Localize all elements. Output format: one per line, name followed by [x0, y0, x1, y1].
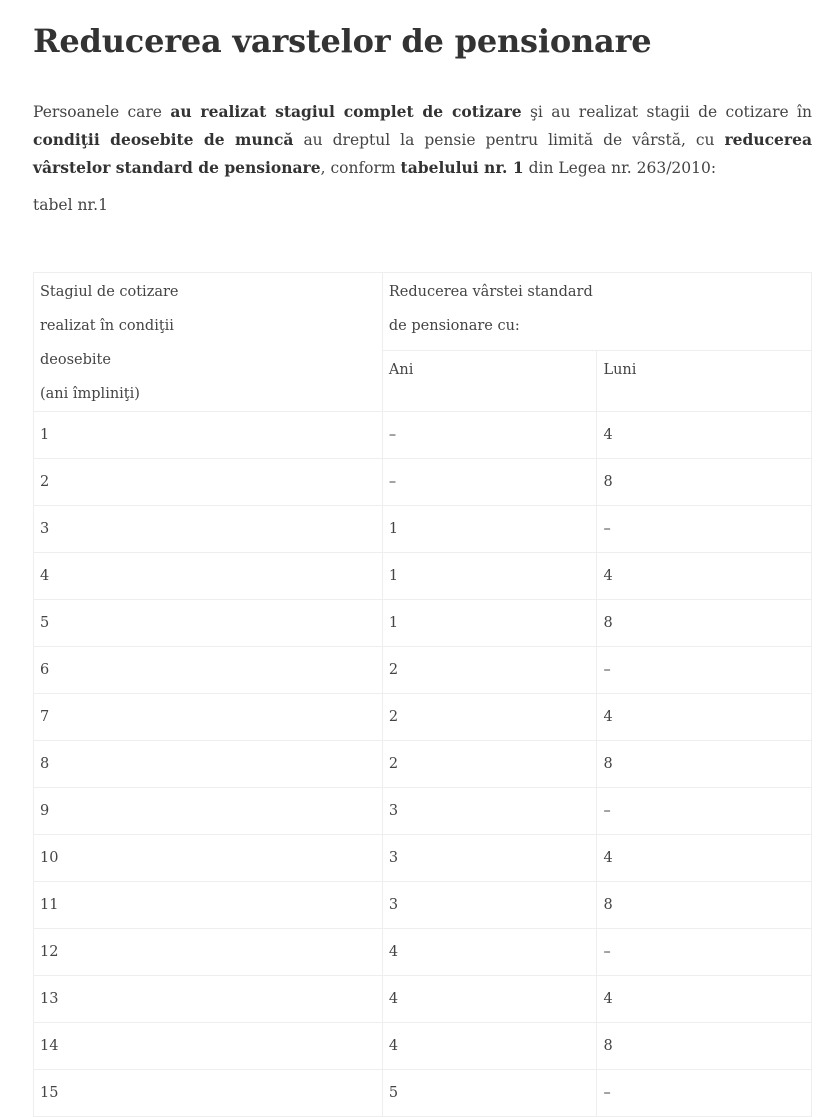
cell-ani: 1 [382, 600, 597, 647]
cell-stagiu: 7 [34, 694, 383, 741]
header-ani: Ani [382, 351, 597, 412]
intro-bold-2: condiţii deosebite de muncă [33, 130, 294, 149]
cell-ani: 2 [382, 647, 597, 694]
table-row [34, 976, 812, 1023]
intro-text-1: Persoanele care [33, 103, 171, 121]
table-row [34, 694, 812, 741]
header-reducere-line: de pensionare cu: [388, 318, 520, 334]
table-caption: tabel nr.1 [33, 196, 108, 214]
cell-stagiu: 5 [34, 600, 383, 647]
cell-ani: – [382, 412, 597, 459]
table-row [34, 741, 812, 788]
cell-luni: – [597, 1070, 812, 1117]
cell-stagiu: 10 [34, 835, 383, 882]
cell-luni: – [597, 929, 812, 976]
cell-luni: – [597, 788, 812, 835]
table-row [34, 459, 812, 506]
cell-luni: 8 [597, 741, 812, 788]
table-row [34, 1070, 812, 1117]
cell-stagiu: 12 [34, 929, 383, 976]
cell-stagiu: 13 [34, 976, 383, 1023]
cell-ani: 1 [382, 506, 597, 553]
table-row [34, 600, 812, 647]
intro-text-5: din Legea nr. 263/2010: [523, 159, 717, 177]
cell-luni: 4 [597, 976, 812, 1023]
intro-text-4: , conform [320, 159, 401, 177]
intro-bold-1: au realizat stagiul complet de cotizare [170, 102, 522, 121]
cell-ani: 2 [382, 741, 597, 788]
page-title: Reducerea varstelor de pensionare [33, 22, 652, 60]
cell-stagiu: 2 [34, 459, 383, 506]
cell-luni: – [597, 506, 812, 553]
cell-luni: 8 [597, 1023, 812, 1070]
table-row [34, 929, 812, 976]
cell-ani: 4 [382, 976, 597, 1023]
cell-ani: 1 [382, 553, 597, 600]
intro-text-3: au dreptul la pensie pentru limită de vârstă, cu [293, 131, 725, 149]
cell-stagiu: 4 [34, 553, 383, 600]
intro-bold-4: tabelului nr. 1 [400, 158, 524, 177]
cell-ani: – [382, 459, 597, 506]
cell-stagiu: 8 [34, 741, 383, 788]
table-row [34, 553, 812, 600]
table-row [34, 412, 812, 459]
cell-luni: 4 [597, 835, 812, 882]
cell-ani: 4 [382, 929, 597, 976]
table-row [34, 788, 812, 835]
cell-stagiu: 1 [34, 412, 383, 459]
cell-luni: 4 [597, 694, 812, 741]
table-header-row [34, 273, 812, 351]
cell-ani: 5 [382, 1070, 597, 1117]
table-row [34, 1023, 812, 1070]
cell-luni: 4 [597, 553, 812, 600]
header-stagiu-line: realizat în condiţii [40, 318, 174, 334]
reduction-table [33, 272, 812, 1117]
table-row [34, 647, 812, 694]
table-row [34, 882, 812, 929]
cell-stagiu: 3 [34, 506, 383, 553]
cell-stagiu: 11 [34, 882, 383, 929]
table-row [34, 835, 812, 882]
header-stagiu-line: (ani împliniţi) [40, 386, 140, 402]
table-row [34, 506, 812, 553]
cell-stagiu: 6 [34, 647, 383, 694]
cell-ani: 2 [382, 694, 597, 741]
cell-stagiu: 15 [34, 1070, 383, 1117]
header-stagiu [34, 273, 383, 412]
header-reducere-line: Reducerea vârstei standard [388, 284, 593, 300]
cell-ani: 3 [382, 882, 597, 929]
cell-stagiu: 9 [34, 788, 383, 835]
header-stagiu-line: deosebite [40, 352, 111, 368]
cell-luni: 8 [597, 600, 812, 647]
header-stagiu-line: Stagiul de cotizare [40, 284, 179, 300]
cell-luni: 8 [597, 459, 812, 506]
cell-stagiu: 14 [34, 1023, 383, 1070]
cell-ani: 3 [382, 788, 597, 835]
intro-text-2: şi au realizat stagii de cotizare în [521, 103, 812, 121]
cell-luni: 8 [597, 882, 812, 929]
intro-paragraph [33, 98, 812, 182]
cell-luni: – [597, 647, 812, 694]
cell-ani: 4 [382, 1023, 597, 1070]
intro-bold-3: reducerea vârstelor standard de pensionare [33, 130, 812, 177]
cell-luni: 4 [597, 412, 812, 459]
header-luni: Luni [597, 351, 812, 412]
header-reducere [382, 273, 811, 351]
cell-ani: 3 [382, 835, 597, 882]
